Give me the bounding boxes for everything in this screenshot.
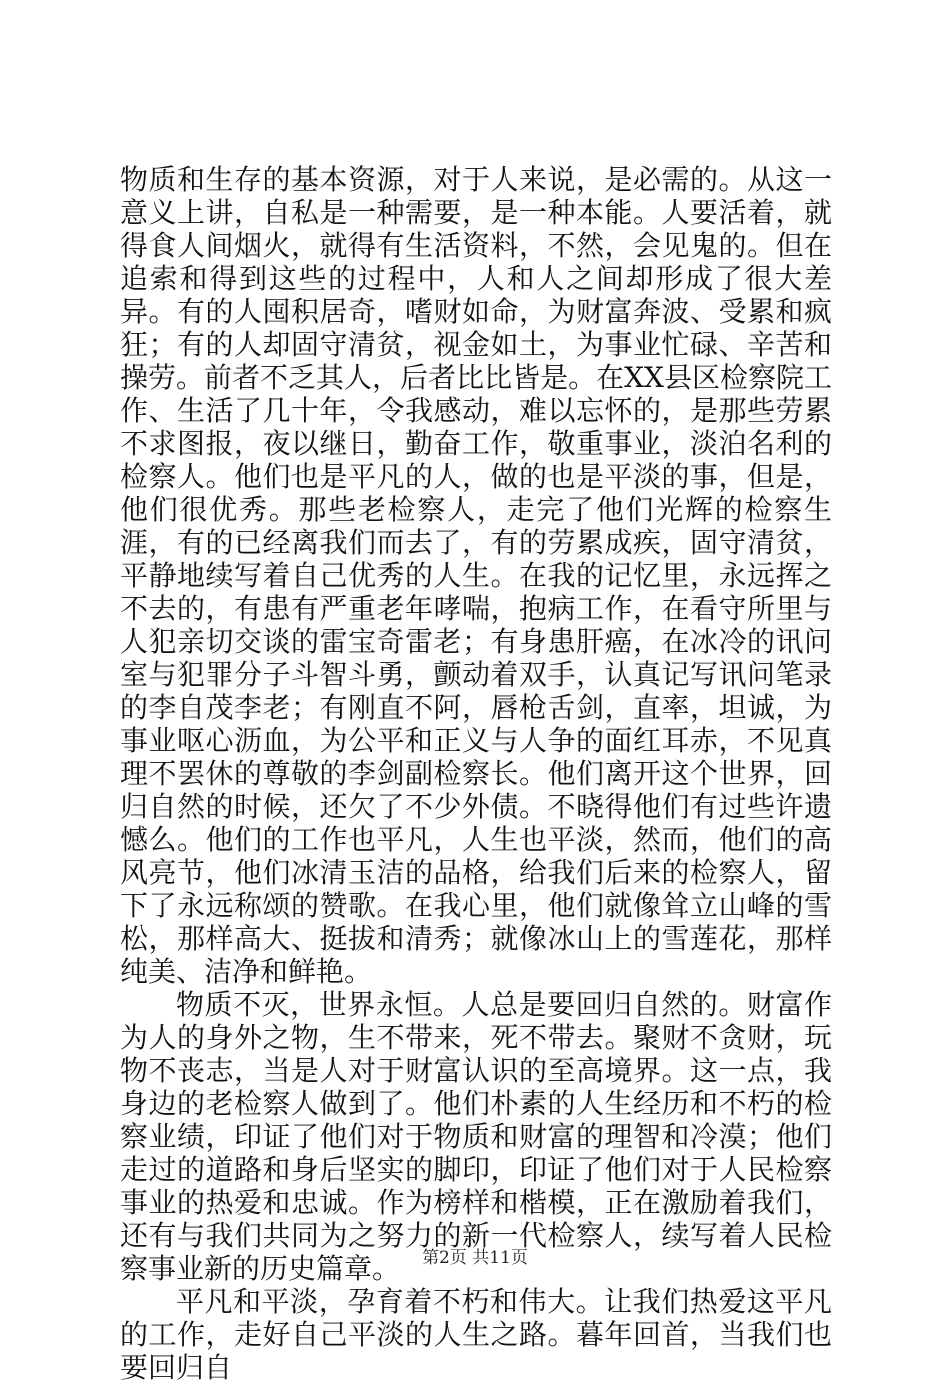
paragraph-2: 物质不灭，世界永恒。人总是要回归自然的。财富作为人的身外之物，生不带来，死不带去。聚财不贪财，玩物不丧志，当是人对于财富认识的至高境界。这一点，我身边的老检察人做到了。他们朴素的人生经历和不朽的检察业绩，印证了他们对于物质和财富的理智和冷漠；他们走过的道路和身后坚实的脚印，印证了他们对于人民检察事业的热爱和忠诚。作为榜样和楷模，正在激励着我们，还有与我们共同为之努力的新一代检察人，续写着人民检察事业新的历史篇章。 <box>120 988 832 1285</box>
paragraph-3: 平凡和平淡，孕育着不朽和伟大。让我们热爱这平凡的工作，走好自己平淡的人生之路。暮年回首，当我们也要回归自 <box>120 1285 832 1384</box>
paragraph-1: 物质和生存的基本资源，对于人来说，是必需的。从这一意义上讲，自私是一种需要，是一种本能。人要活着，就得食人间烟火，就得有生活资料，不然，会见鬼的。但在追索和得到这些的过程中，人和人之间却形成了很大差异。有的人囤积居奇，嗜财如命，为财富奔波、受累和疯狂；有的人却固守清贫，视金如土，为事业忙碌、辛苦和操劳。前者不乏其人，后者比比皆是。在XX县区检察院工作、生活了几十年，令我感动，难以忘怀的，是那些劳累不求图报，夜以继日，勤奋工作，敬重事业，淡泊名利的检察人。他们也是平凡的人，做的也是平淡的事，但是，他们很优秀。那些老检察人，走完了他们光辉的检察生涯，有的已经离我们而去了，有的劳累成疾，固守清贫，平静地续写着自己优秀的人生。在我的记忆里，永远挥之不去的，有患有严重老年哮喘，抱病工作，在看守所里与人犯亲切交谈的雷宝奇雷老；有身患肝癌，在冰冷的讯问室与犯罪分子斗智斗勇，颤动着双手，认真记写讯问笔录的李自茂李老；有刚直不阿，唇枪舌剑，直率，坦诚，为事业呕心沥血，为公平和正义与人争的面红耳赤，不见真理不罢休的尊敬的李剑副检察长。他们离开这个世界，回归自然的时候，还欠了不少外债。不晓得他们有过些许遗憾么。他们的工作也平凡，人生也平淡，然而，他们的高风亮节，他们冰清玉洁的品格，给我们后来的检察人，留下了永远称颂的赞歌。在我心里，他们就像耸立山峰的雪松，那样高大、挺拔和清秀；就像冰山上的雪莲花，那样纯美、洁净和鲜艳。 <box>120 163 832 988</box>
document-body <box>120 163 832 1384</box>
page-number-footer: 第2页 共11页 <box>422 1248 528 1268</box>
